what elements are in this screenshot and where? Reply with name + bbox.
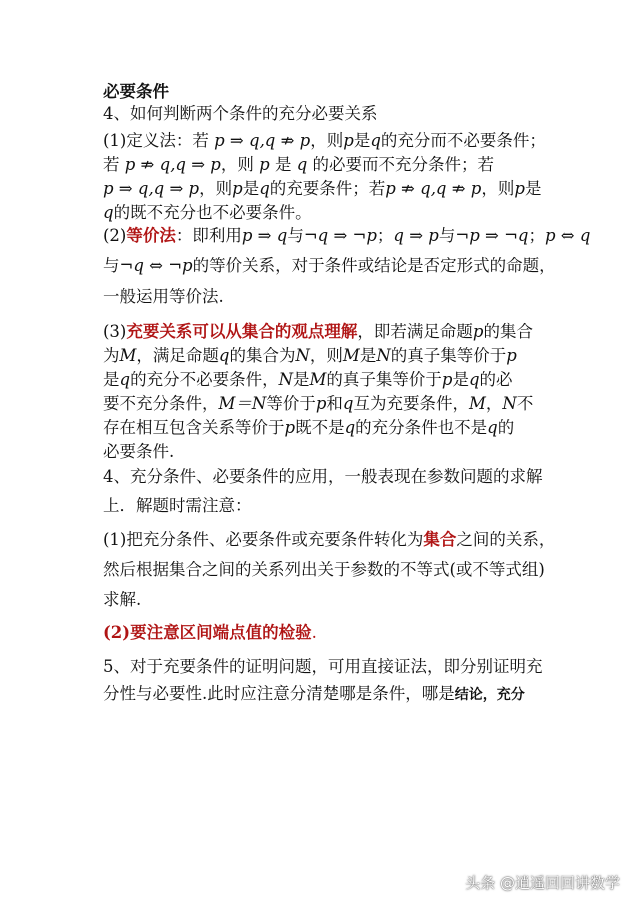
note-1-line-3: 求解.: [103, 590, 142, 609]
set-view-line-4: 要不充分条件，M＝N等价于p和q互为充要条件，M，N不: [103, 394, 534, 413]
note-2-line: (2)要注意区间端点值的检验.: [103, 623, 317, 642]
definition-line-2: 若 p ⇏ q,q ⇒ p，则 p 是 q 的必要而不充分条件；若: [103, 155, 494, 174]
proof-line-1: 5、对于充要条件的证明问题，可用直接证法，即分别证明充: [103, 657, 543, 676]
equivalence-line-1: (2)等价法：即利用p ⇒ q与¬q ⇒ ¬p；q ⇒ p与¬p ⇒ ¬q；p ⇔ q: [103, 226, 591, 245]
set-view-line-2: 为M，满足命题q的集合为N，则M是N的真子集等价于p: [103, 346, 517, 365]
note-1-line-1: (1)把充分条件、必要条件或充要条件转化为集合之间的关系，: [103, 530, 556, 549]
heading: 必要条件: [103, 82, 169, 101]
set-view-line-1: (3)充要关系可以从集合的观点理解，即若满足命题p的集合: [103, 322, 533, 341]
equivalence-line-2: 与¬q ⇔ ¬p的等价关系，对于条件或结论是否定形式的命题，: [103, 256, 556, 275]
equivalence-line-3: 一般运用等价法.: [103, 287, 224, 306]
definition-line-3: p ⇒ q,q ⇒ p，则p是q的充要条件；若p ⇏ q,q ⇏ p，则p是: [103, 179, 542, 198]
set-view-line-5: 存在相互包含关系等价于p既不是q的充分条件也不是q的: [103, 418, 515, 437]
watermark: 头条 @逍遥回回讲数学: [465, 874, 620, 892]
definition-line-4: q的既不充分也不必要条件。: [103, 203, 312, 222]
proof-line-2: 分性与必要性.此时应注意分清楚哪是条件，哪是结论，充分: [103, 684, 525, 703]
application-line-1: 4、充分条件、必要条件的应用，一般表现在参数问题的求解: [103, 467, 543, 486]
note-1-line-2: 然后根据集合之间的关系列出关于参数的不等式(或不等式组): [103, 560, 545, 579]
section-4-title: 4、如何判断两个条件的充分必要关系: [103, 104, 378, 123]
set-view-line-6: 必要条件.: [103, 442, 175, 461]
application-line-2: 上．解题时需注意：: [103, 496, 252, 515]
set-view-line-3: 是q的充分不必要条件，N是M的真子集等价于p是q的必: [103, 370, 513, 389]
definition-line-1: (1)定义法：若 p ⇒ q,q ⇏ p，则p是q的充分而不必要条件；: [103, 131, 546, 150]
